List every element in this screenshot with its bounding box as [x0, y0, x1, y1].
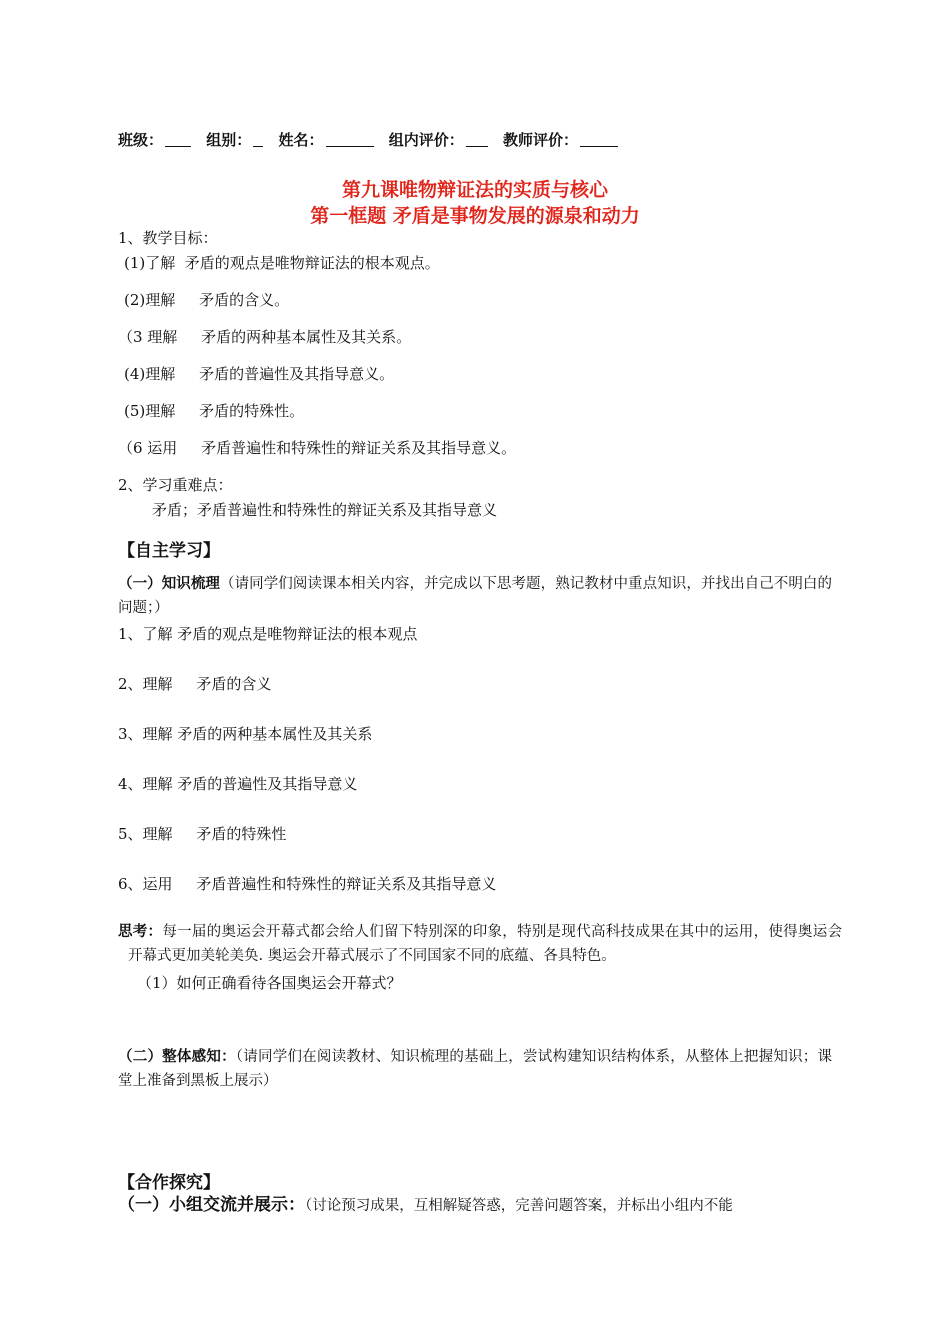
key-points-content: 矛盾；矛盾普遍性和特殊性的辩证关系及其指导意义 [152, 501, 498, 519]
think-label: 思考： [118, 924, 163, 940]
overall-perception-text: （请同学们在阅读教材、知识梳理的基础上，尝试构建知识结构体系，从整体上把握知识；课堂上准备到黑板上展示） [118, 1049, 833, 1089]
teacher-eval-blank [580, 132, 618, 147]
teacher-eval-label: 教师评价： [503, 131, 579, 149]
review-item: 1、了解 矛盾的观点是唯物辩证法的根本观点 [118, 625, 418, 643]
group-blank [253, 132, 263, 147]
review-item: 6、运用 矛盾普遍性和特殊性的辩证关系及其指导意义 [118, 875, 497, 893]
class-blank [165, 132, 191, 147]
think-paragraph [118, 920, 842, 968]
review-item: 4、理解 矛盾的普遍性及其指导意义 [118, 775, 358, 793]
self-study-heading: 【自主学习】 [118, 541, 220, 561]
key-points-heading: 2、学习重难点： [118, 476, 233, 494]
think-question: （1）如何正确看待各国奥运会开幕式？ [137, 974, 402, 992]
think-text: 每一届的奥运会开幕式都会给人们留下特别深的印象，特别是现代高科技成果在其中的运用，使得奥运会开幕式更加美轮美奂. 奥运会开幕式展示了不同国家不同的底蕴、各具特色。 [128, 924, 842, 964]
overall-perception-label: （二）整体感知： [118, 1049, 236, 1065]
lesson-title: 第九课唯物辩证法的实质与核心 [341, 179, 608, 201]
name-blank [326, 132, 374, 147]
knowledge-review-paragraph [118, 572, 832, 620]
cooperation-heading: 【合作探究】 [118, 1173, 220, 1193]
group-exchange-paragraph [118, 1193, 832, 1218]
objective-item: （6 运用 矛盾普遍性和特殊性的辩证关系及其指导意义。 [118, 439, 517, 457]
name-label: 姓名： [278, 131, 324, 149]
knowledge-review-label: （一）知识梳理 [118, 576, 221, 592]
knowledge-review-text: （请同学们阅读课本相关内容，并完成以下思考题，熟记教材中重点知识，并找出自己不明白的问题；） [118, 576, 833, 616]
overall-perception-paragraph [118, 1045, 832, 1093]
objective-item: (1)了解 矛盾的观点是唯物辩证法的根本观点。 [124, 254, 440, 272]
frame-title: 第一框题 矛盾是事物发展的源泉和动力 [310, 205, 640, 227]
objectives-heading: 1、教学目标： [118, 229, 218, 247]
objective-item: (5)理解 矛盾的特殊性。 [124, 402, 305, 420]
review-item: 2、理解 矛盾的含义 [118, 675, 272, 693]
objective-item: (4)理解 矛盾的普遍性及其指导意义。 [124, 365, 395, 383]
group-eval-blank [466, 132, 488, 147]
group-exchange-text: （讨论预习成果，互相解疑答惑，完善问题答案，并标出小组内不能 [305, 1198, 733, 1214]
review-item: 5、理解 矛盾的特殊性 [118, 825, 287, 843]
objective-item: （3 理解 矛盾的两种基本属性及其关系。 [118, 328, 412, 346]
group-exchange-label: （一）小组交流并展示： [118, 1195, 305, 1215]
group-label: 组别： [206, 131, 252, 149]
class-label: 班级： [118, 131, 164, 149]
group-eval-label: 组内评价： [388, 131, 464, 149]
student-info-line [118, 129, 628, 150]
review-item: 3、理解 矛盾的两种基本属性及其关系 [118, 725, 373, 743]
objective-item: (2)理解 矛盾的含义。 [124, 291, 290, 309]
